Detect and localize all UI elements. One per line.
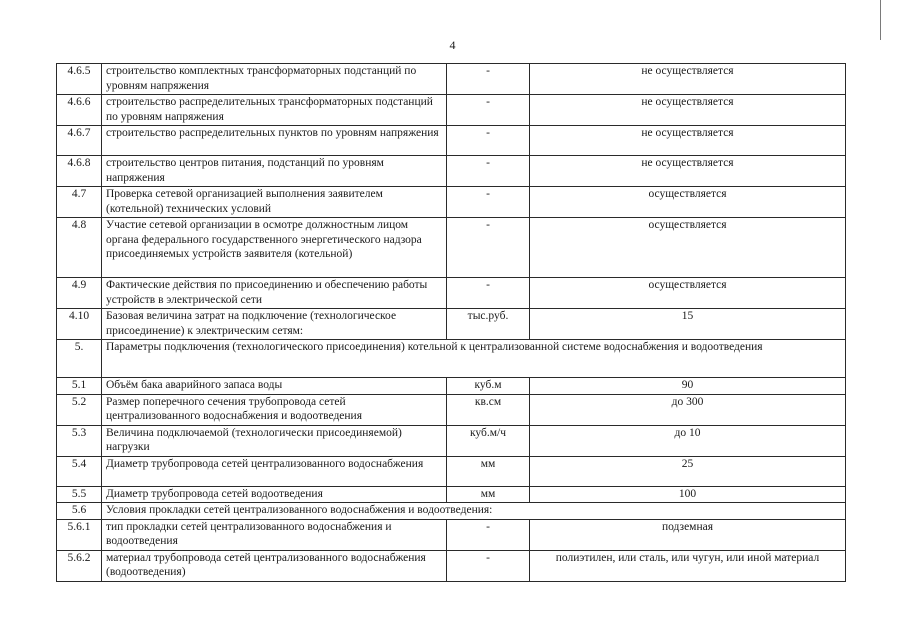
row-description: Участие сетевой организации в осмотре должностным лицом органа федерального государственного энергетического надзора присоединяемых устройств заявителя (котельной) (102, 218, 447, 278)
table-body (57, 64, 846, 582)
row-description: Диаметр трубопровода сетей водоотведения (102, 486, 447, 503)
row-description: Размер поперечного сечения трубопровода сетей централизованного водоснабжения и водоотведения (102, 394, 447, 425)
row-unit: кв.см (447, 394, 530, 425)
row-number: 4.6.6 (57, 95, 102, 126)
row-unit: куб.м/ч (447, 425, 530, 456)
row-value: не осуществляется (530, 156, 846, 187)
row-unit: - (447, 126, 530, 156)
parameters-table (56, 63, 846, 582)
table-row (57, 550, 846, 581)
row-value: 90 (530, 378, 846, 395)
row-number: 4.6.7 (57, 126, 102, 156)
table-row (57, 309, 846, 340)
row-unit: - (447, 95, 530, 126)
row-value: до 10 (530, 425, 846, 456)
row-description: материал трубопровода сетей централизованного водоснабжения (водоотведения) (102, 550, 447, 581)
row-number: 5.2 (57, 394, 102, 425)
scan-edge-mark (880, 0, 881, 40)
row-description: тип прокладки сетей централизованного водоснабжения и водоотведения (102, 519, 447, 550)
row-value: до 300 (530, 394, 846, 425)
row-value: подземная (530, 519, 846, 550)
table-row (57, 126, 846, 156)
table-row (57, 95, 846, 126)
table-row (57, 156, 846, 187)
row-value: не осуществляется (530, 95, 846, 126)
row-description: строительство распределительных трансформаторных подстанций по уровням напряжения (102, 95, 447, 126)
row-description: строительство распределительных пунктов по уровням напряжения (102, 126, 447, 156)
section-heading: Параметры подключения (технологического присоединения) котельной к централизованной системе водоснабжения и водоотведения (102, 340, 846, 378)
row-number: 4.9 (57, 278, 102, 309)
row-value: 15 (530, 309, 846, 340)
row-number: 5.1 (57, 378, 102, 395)
row-unit: - (447, 64, 530, 95)
table-row (57, 340, 846, 378)
page-number: 4 (449, 38, 456, 52)
row-number: 5. (57, 340, 102, 378)
table-row (57, 278, 846, 309)
row-number: 5.5 (57, 486, 102, 503)
row-unit: - (447, 278, 530, 309)
row-value: полиэтилен, или сталь, или чугун, или иной материал (530, 550, 846, 581)
row-description: Диаметр трубопровода сетей централизованного водоснабжения (102, 456, 447, 486)
table-row (57, 503, 846, 520)
row-number: 5.4 (57, 456, 102, 486)
row-number: 4.7 (57, 187, 102, 218)
row-unit: тыс.руб. (447, 309, 530, 340)
table-row (57, 486, 846, 503)
row-value: осуществляется (530, 278, 846, 309)
table-row (57, 64, 846, 95)
row-unit: - (447, 519, 530, 550)
row-value: не осуществляется (530, 126, 846, 156)
table-row (57, 456, 846, 486)
row-number: 5.6.2 (57, 550, 102, 581)
row-description: Фактические действия по присоединению и обеспечению работы устройств в электрической сети (102, 278, 447, 309)
row-number: 5.6.1 (57, 519, 102, 550)
row-number: 4.6.5 (57, 64, 102, 95)
row-unit: - (447, 187, 530, 218)
section-heading: Условия прокладки сетей централизованного водоснабжения и водоотведения: (102, 503, 846, 520)
row-number: 4.6.8 (57, 156, 102, 187)
row-value: не осуществляется (530, 64, 846, 95)
table-row (57, 519, 846, 550)
row-description: Базовая величина затрат на подключение (технологическое присоединение) к электрическим сетям: (102, 309, 447, 340)
row-number: 4.10 (57, 309, 102, 340)
row-value: 100 (530, 486, 846, 503)
table-row (57, 218, 846, 278)
row-unit: - (447, 550, 530, 581)
row-description: строительство центров питания, подстанций по уровням напряжения (102, 156, 447, 187)
row-description: строительство комплектных трансформаторных подстанций по уровням напряжения (102, 64, 447, 95)
row-number: 5.6 (57, 503, 102, 520)
row-number: 5.3 (57, 425, 102, 456)
row-unit: - (447, 218, 530, 278)
row-unit: - (447, 156, 530, 187)
row-description: Величина подключаемой (технологически присоединяемой) нагрузки (102, 425, 447, 456)
table-row (57, 187, 846, 218)
row-unit: куб.м (447, 378, 530, 395)
table-row (57, 394, 846, 425)
row-value: 25 (530, 456, 846, 486)
row-description: Проверка сетевой организацией выполнения заявителем (котельной) технических условий (102, 187, 447, 218)
row-value: осуществляется (530, 218, 846, 278)
table-row (57, 425, 846, 456)
row-unit: мм (447, 486, 530, 503)
row-number: 4.8 (57, 218, 102, 278)
row-value: осуществляется (530, 187, 846, 218)
row-unit: мм (447, 456, 530, 486)
row-description: Объём бака аварийного запаса воды (102, 378, 447, 395)
table-row (57, 378, 846, 395)
